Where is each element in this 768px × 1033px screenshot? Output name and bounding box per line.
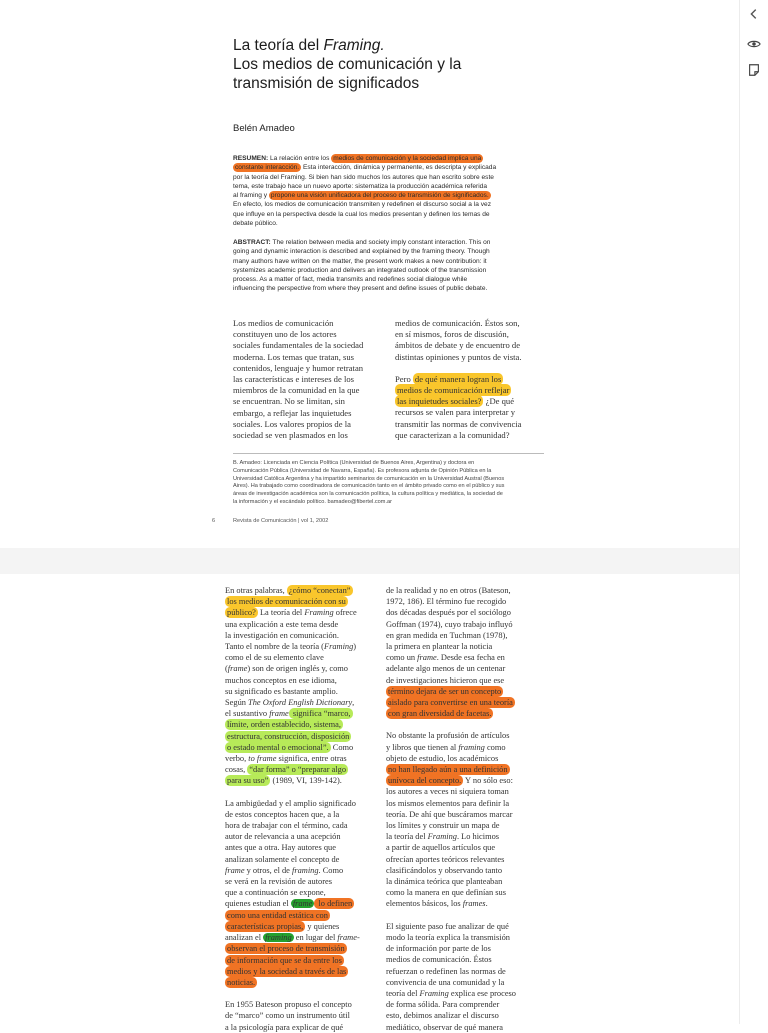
footnote-divider [233,453,544,454]
highlight: características propias, [227,921,304,931]
author-footnote: B. Amadeo: Licenciada en Ciencia Política (Universidad de Buenos Aires, Argentina) y doctora en Comunicación Pública (Universidad de Navarra, España). Es profesora adjunta de Opinión Pública en la Universidad Católica Argentina y ha impartido seminarios de comunicación en la Universidad Austral (Buenos Aires). Ha trabajado como coordinadora de comunicación tanto en el ámbito privado como en el público y sus áreas de investigación académica son la comunicación política, la cultura política y mediática, la sociedad de la información y el escándalo político. bamadeo@fibertel.com.ar [233,460,505,505]
highlight: propone una visión unificadora del proceso de transmisión de significados. [270,192,489,200]
document-page-2 [0,574,740,1024]
highlight: medios y la sociedad a través de las [227,966,347,976]
highlight: frame [292,899,313,909]
highlight: “dar forma” o “preparar algo [249,765,347,775]
highlight: o estado mental o emocional”. [227,742,329,752]
highlight: de qué manera logran los [414,373,502,384]
highlight: término dejara de ser un concepto [388,686,502,696]
page1-left-column: Los medios de comunicación constituyen uno de los actores sociales fundamentales de la sociedad moderna. Los temas que tratan, sus contenidos, lenguaje y humor retratan las características e intereses de los miembros de la comunidad en la que se encuentran. No se limitan, sin embargo, a reflejar las inquietudes sociales. Los valores propios de la sociedad se ven plasmados en los [233,318,364,441]
highlight: medios de comunicación reflejar [397,385,510,396]
highlight: unívoca del concepto. [388,776,462,786]
author-name: Belén Amadeo [233,123,295,134]
highlight: como una entidad estática con [227,910,328,920]
title-line-1: La teoría del Framing. [233,37,385,54]
highlight: significa “marco, [290,709,351,719]
side-toolbar [739,0,768,1024]
page2-left-column: En otras palabras, ¿cómo “conectan” los medios de comunicación con su público? La teoría del Framing ofrece una explicación a este tema desde la investigación en comunicación. Tanto el nombre de la teoría (Framing) como el de su elemento clave (frame) son de origen inglés y, como muchos conceptos en ese idioma, su significado es bastante amplio. Según The Oxford English Dictionary, el sustantivo frame significa “marco, límite, orden establecido, sistema, estructura, construcción, disposición o estado mental o emocional”. Como verbo, to frame significa, entre otras cosas, “dar forma” o “preparar algo para su uso” (1989, VI, 139-142). La ambigüedad y el amplio significado de estos conceptos hacen que, a la hora de trabajar con el término, cada autor de relevancia a una acepción antes que a otra. Hay autores que analizan solamente el concepto de frame y otros, el de framing. Como se verá en la revisión de autores que a continuación se expone, quienes estudian el frame lo definen como una entidad estática con características propias, y quienes analizan el framing en lugar del frame- observan el proceso de transmisión de información que se da entre los medios y la sociedad a través de las noticias. En 1955 Bateson propuso el concepto de “marco” como un instrumento útil a la psicología para explicar de qué [225,586,360,1032]
highlight: estructura, construcción, disposición [227,731,350,741]
page-gap [0,548,740,574]
eye-icon[interactable] [744,34,764,54]
highlight: aislado para convertirse en una teoría [388,698,513,708]
highlight: límite, orden establecido, sistema, [227,720,341,730]
highlight: framing [265,933,292,943]
highlight: medios de comunicación y la sociedad implica una [333,155,482,162]
highlight: noticias. [227,977,256,987]
highlight: de información que se da entre los [227,955,342,965]
highlight: ¿cómo “conectan” [288,586,351,595]
highlight: observan el proceso de transmisión [227,944,345,954]
note-icon[interactable] [744,60,764,80]
resumen-block: RESUMEN: La relación entre los medios de comunicación y la sociedad implica una constante interacción. Esta interacción, dinámica y permanente, es descripta y explicada por la teoría del Framing. Si bien han sido muchos los autores que han escrito sobre este tema, este trabajo hace un nuevo aporte: sistematiza la producción académica referida al framing y propone una visión unificadora del proceso de transmisión de significados. En efecto, los medios de comunicación transmiten y redefinen el discurso social a la vez que influye en la perspectiva desde la cual los medios presentan y definen los temas de debate público. [233,155,497,228]
article-title [233,36,461,93]
highlight: las inquietudes sociales? [397,396,482,407]
highlight: para su uso” [227,776,269,786]
abstract-block: ABSTRACT: The relation between media and society imply constant interaction. This on going and dynamic interaction is described and explained by the framing theory. Though many authors have written on the matter, the present work makes a new contribution: it systemizes academic production and delivers an integrated outlook of the transmission process. As a matter of fact, media transmits and redefines social dialogue while influencing the perspective from where they present and define issues of public debate. [233,239,491,293]
highlight: los medios de comunicación con su [227,597,346,607]
page-number: 6 [212,518,216,524]
journal-footer: Revista de Comunicación | vol 1, 2002 [233,518,329,524]
chevron-left-icon[interactable] [744,4,764,24]
title-line-3: transmisión de significados [233,75,420,92]
highlight: lo definen [316,899,353,909]
title-line-2: Los medios de comunicación y la [233,56,462,73]
highlight: no han llegado aún a una definición [388,765,508,775]
highlight: público? [227,608,256,618]
page2-right-column: de la realidad y no en otros (Bateson, 1972, 186). El término fue recogido dos décadas después por el sociólogo Goffman (1974), cuyo trabajo influyó en gran medida en Tuchman (1978), la primera en plantear la noticia como un frame. Desde esa fecha en adelante algo menos de un centenar de investigaciones hicieron que ese término dejara de ser un concepto aislado para convertirse en una teoría con gran diversidad de facetas. No obstante la profusión de artículos y libros que tienen al framing como objeto de estudio, los académicos no han llegado aún a una definición unívoca del concepto. Y no sólo eso: los autores a veces ni siquiera toman los mismos elementos para definir la teoría. De ahí que buscáramos marcar los límites y construir un mapa de la teoría del Framing. Lo hicimos a partir de aquellos artículos que ofrecían aportes teóricos relevantes clasificándolos y observando tanto la dinámica teórica que planteaban como la manera en que definían sus elementos básicos, los frames. El siguiente paso fue analizar de qué modo la teoría explica la transmisión de información por parte de los medios de comunicación. Éstos refuerzan o redefinen las normas de convivencia de una comunidad y la teoría del Framing explica ese proceso de forma sólida. Para comprender esto, debimos analizar el discurso mediático, observar de qué manera [386,586,516,1032]
highlight: constante interacción. [235,164,300,172]
highlight: con gran diversidad de facetas. [388,709,492,719]
page1-right-column: medios de comunicación. Éstos son, en sí mismos, foros de discusión, ámbitos de debate y de encuentro de distintas opiniones y puntos de vista. Pero de qué manera logran los medios de comunicación reflejar las inquietudes sociales? ¿De qué recursos se valen para interpretar y transmitir las normas de convivencia que caracterizan a la comunidad? [395,318,522,440]
